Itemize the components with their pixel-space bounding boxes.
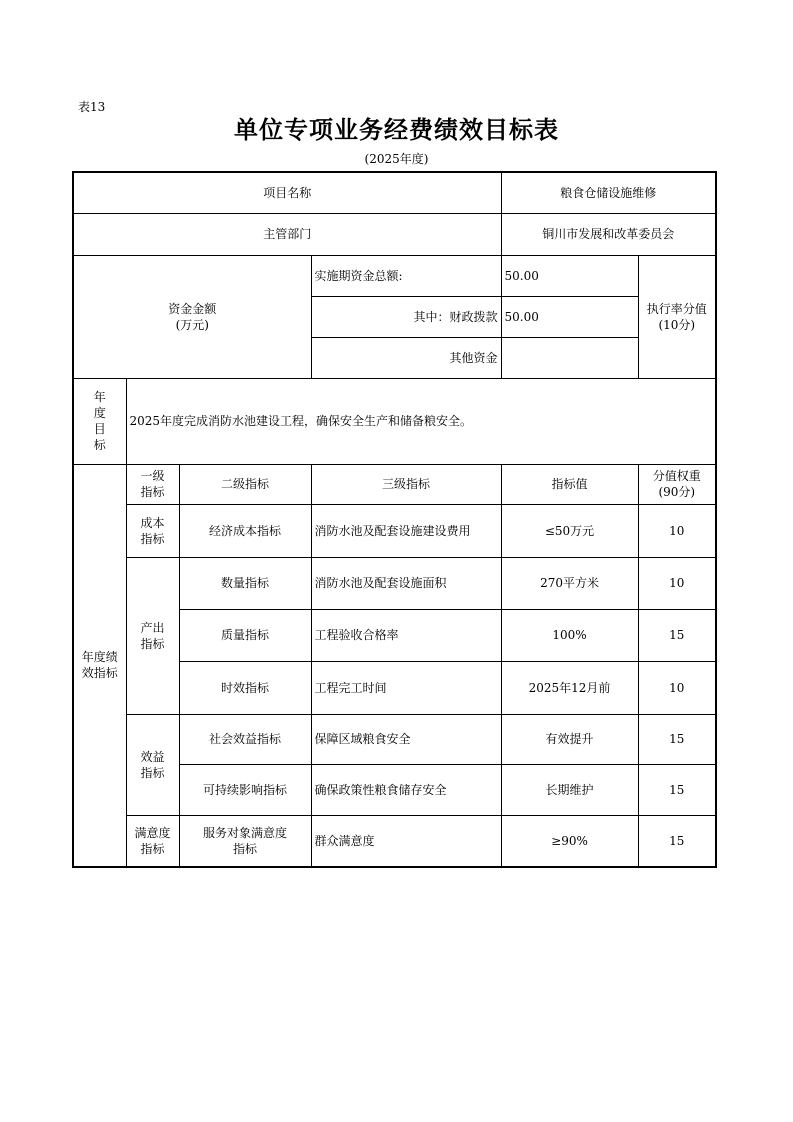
header-weight-line: (90分): [658, 485, 696, 499]
document-number: 表13: [78, 100, 106, 114]
level1-line: 效益: [140, 749, 165, 764]
level1-line: 指标: [140, 841, 165, 856]
exec-rate-cell: [638, 255, 716, 378]
indicators-label: [73, 464, 126, 867]
annual-goal-label: [73, 378, 126, 464]
header-weight: [638, 464, 716, 504]
project-name-label: 项目名称: [73, 172, 501, 213]
level1-output: [126, 557, 179, 714]
level1-satisfaction: [126, 815, 179, 867]
goal-label-char: 年: [93, 390, 106, 404]
weight-cell: 15: [638, 764, 716, 815]
exec-rate-label: 执行率分值: [646, 301, 707, 316]
page-title: 单位专项业务经费绩效目标表: [234, 116, 559, 144]
header-value: 指标值: [501, 464, 638, 504]
table-row: [73, 504, 716, 557]
level3-cell: 消防水池及配套设施面积: [311, 557, 501, 609]
weight-cell: 10: [638, 504, 716, 557]
level1-line: 产出: [140, 620, 165, 635]
value-cell: ≤50万元: [501, 504, 638, 557]
goal-label-char: 标: [93, 438, 106, 452]
annual-goal-row: [73, 378, 716, 464]
header-level3: 三级指标: [311, 464, 501, 504]
funds-label: 资金金额: [168, 301, 217, 316]
value-cell: 2025年12月前: [501, 661, 638, 714]
fiscal-year: (2025年度): [364, 152, 429, 166]
level3-cell: 确保政策性粮食储存安全: [311, 764, 501, 815]
value-cell: ≥90%: [501, 815, 638, 867]
level2-cell: 经济成本指标: [179, 504, 311, 557]
indicator-header-row: [73, 464, 716, 504]
level3-cell: 群众满意度: [311, 815, 501, 867]
weight-cell: 15: [638, 609, 716, 661]
level2-cell: 可持续影响指标: [179, 764, 311, 815]
exec-rate-score: (10分): [658, 317, 696, 332]
funds-other-value: [501, 337, 638, 378]
weight-cell: 15: [638, 815, 716, 867]
value-cell: 100%: [501, 609, 638, 661]
dept-row: [73, 213, 716, 255]
value-cell: 长期维护: [501, 764, 638, 815]
level1-benefit: [126, 714, 179, 815]
funds-label-cell: [73, 255, 311, 378]
header-level1-line: 指标: [140, 485, 165, 499]
level3-cell: 工程完工时间: [311, 661, 501, 714]
header-level2: 二级指标: [179, 464, 311, 504]
project-name-value: 粮食仓储设施维修: [501, 172, 716, 213]
dept-value: 铜川市发展和改革委员会: [501, 213, 716, 255]
weight-cell: 15: [638, 714, 716, 764]
funds-other-label: 其他资金: [311, 337, 501, 378]
level1-line: 指标: [140, 636, 165, 651]
level2-cell: 数量指标: [179, 557, 311, 609]
level1-line: 满意度: [134, 825, 171, 840]
level2-line: 服务对象满意度: [202, 825, 287, 840]
annual-goal-text: 2025年度完成消防水池建设工程，确保安全生产和储备粮安全。: [126, 378, 716, 464]
level2-line: 指标: [232, 841, 257, 856]
header-weight-line: 分值权重: [652, 469, 701, 483]
value-cell: 有效提升: [501, 714, 638, 764]
level2-cell: [179, 815, 311, 867]
value-cell: 270平方米: [501, 557, 638, 609]
level2-cell: 质量指标: [179, 609, 311, 661]
table-row: [73, 815, 716, 867]
level1-cost: [126, 504, 179, 557]
table-row: [73, 714, 716, 764]
table-row: [73, 557, 716, 609]
funds-total-row: [73, 255, 716, 296]
indicators-label-line: 年度绩: [81, 650, 118, 665]
funds-unit: (万元): [175, 317, 209, 332]
goal-label-char: 度: [93, 406, 106, 420]
level3-cell: 保障区域粮食安全: [311, 714, 501, 764]
funds-fiscal-value: 50.00: [501, 296, 638, 337]
level3-cell: 消防水池及配套设施建设费用: [311, 504, 501, 557]
indicators-label-line: 效指标: [81, 666, 118, 681]
dept-label: 主管部门: [73, 213, 501, 255]
level2-cell: 时效指标: [179, 661, 311, 714]
funds-total-label: 实施期资金总额:: [311, 255, 501, 296]
funds-total-value: 50.00: [501, 255, 638, 296]
header-level1: [126, 464, 179, 504]
level1-line: 成本: [140, 515, 165, 530]
goal-label-char: 目: [93, 422, 106, 436]
weight-cell: 10: [638, 661, 716, 714]
performance-target-table: [72, 171, 717, 868]
project-name-row: [73, 172, 716, 213]
level3-cell: 工程验收合格率: [311, 609, 501, 661]
level1-line: 指标: [140, 531, 165, 546]
level2-cell: 社会效益指标: [179, 714, 311, 764]
level1-line: 指标: [140, 765, 165, 780]
weight-cell: 10: [638, 557, 716, 609]
funds-fiscal-label: 其中：财政拨款: [311, 296, 501, 337]
header-level1-line: 一级: [140, 469, 165, 483]
